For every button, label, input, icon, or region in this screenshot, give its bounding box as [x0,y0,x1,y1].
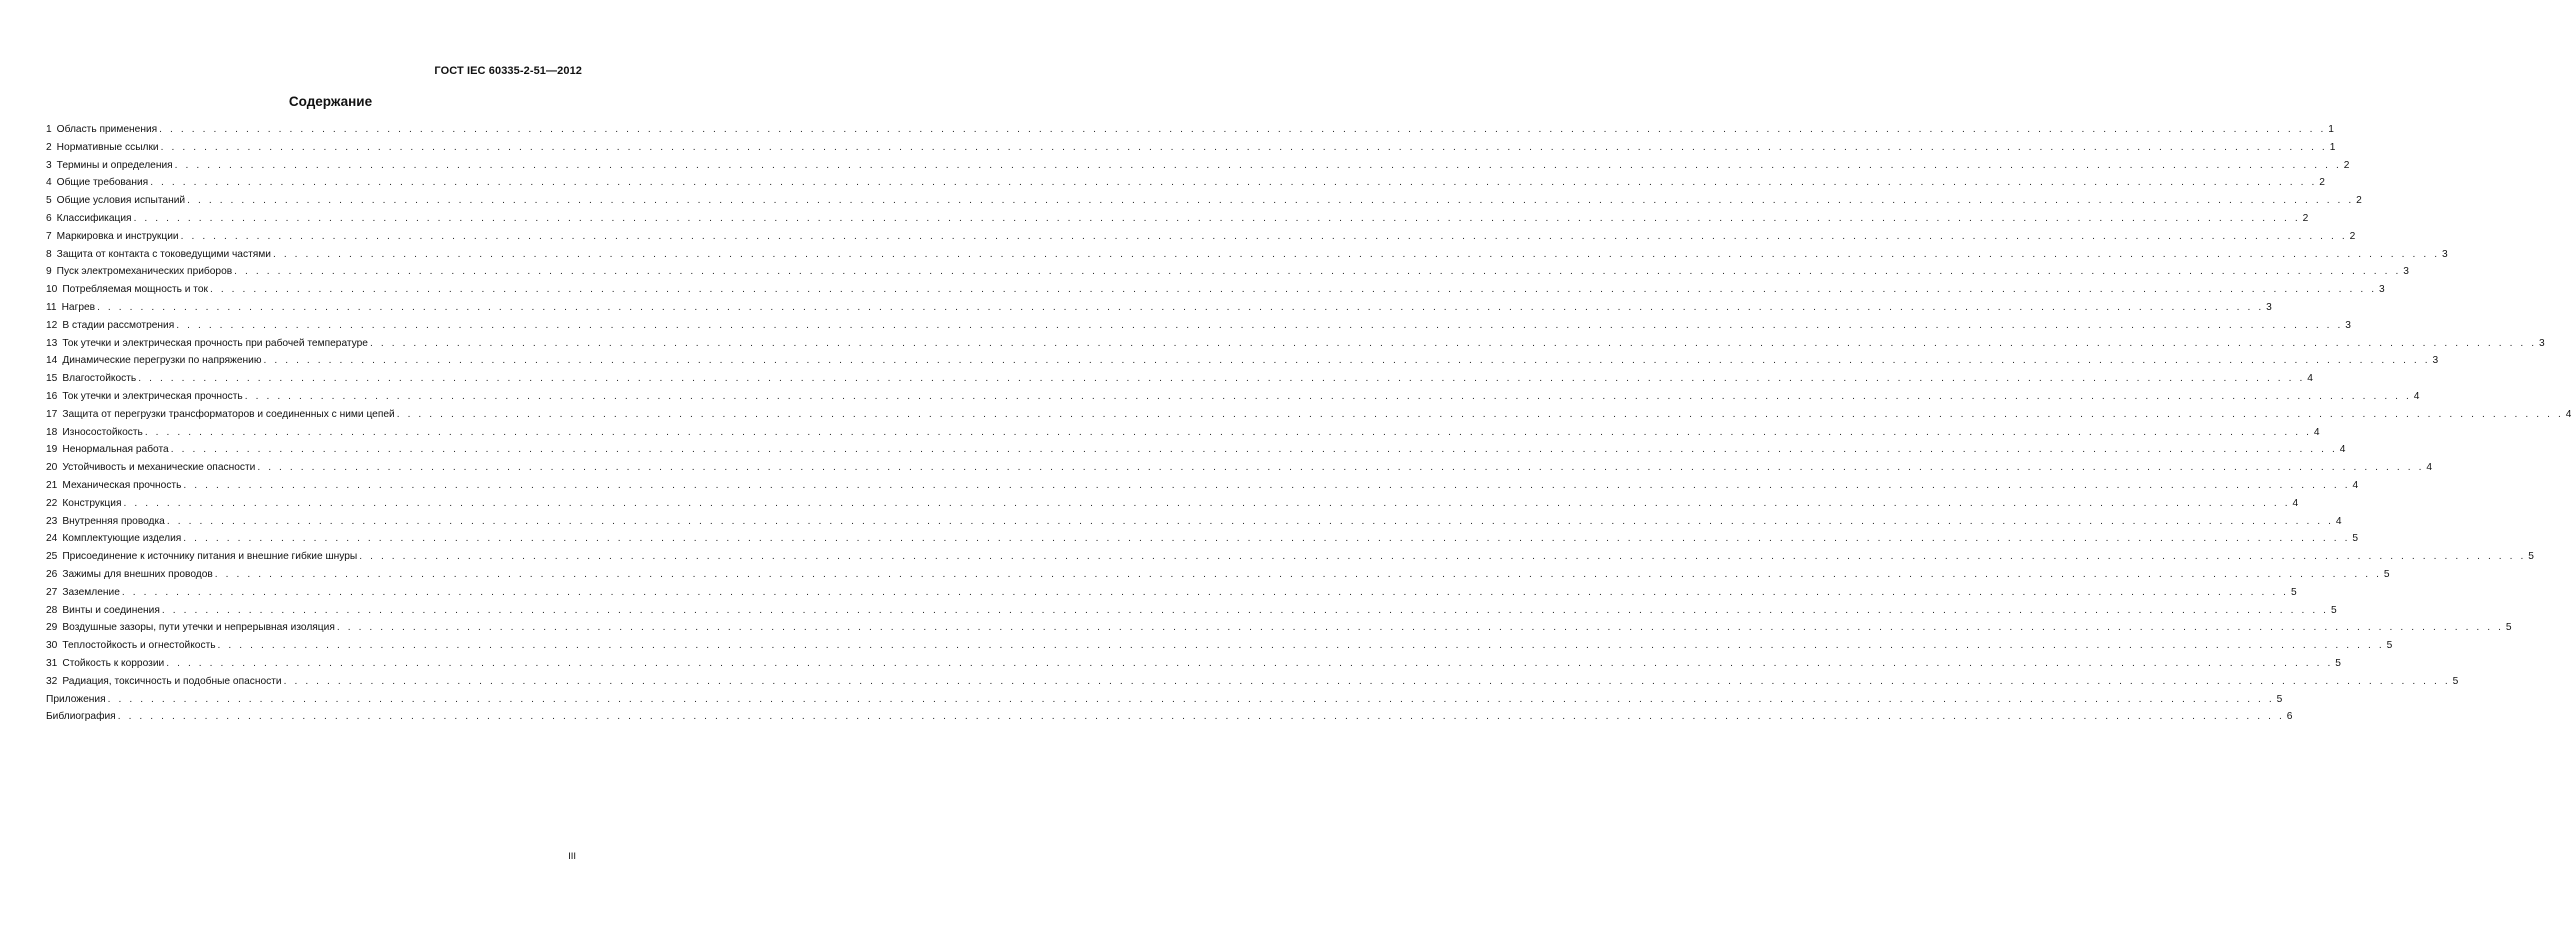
toc-entry-page: 3 [2345,319,2351,331]
toc-entry-number: 28 [46,604,58,616]
toc-dot-leader: . . . . . . . . . . . . . . . . . . . . . . . . . . . . . . . . . . . . . . . . . . . . . . . . . . . . . . . . . . . . . . . . . . . . . . . . . . . . . . . . . . . . . . . . . . . . . . . . . . . . . . . . . . . . . . . . . . . . . . . . . . . . . . . . . . . . . . . . . . . . . . . . . . . . . . . . . . . . . . . . . . . . . . . . . . . . . . . . . . . . . . . . . . . . . . . . . . . . . . . . [117,711,2285,723]
toc-dot-leader: . . . . . . . . . . . . . . . . . . . . . . . . . . . . . . . . . . . . . . . . . . . . . . . . . . . . . . . . . . . . . . . . . . . . . . . . . . . . . . . . . . . . . . . . . . . . . . . . . . . . . . . . . . . . . . . . . . . . . . . . . . . . . . . . . . . . . . . . . . . . . . . . . . . . . . . . . . . . . . . . . . . . . . . . . . . . . . . . . . . . . . . . . . . . . . . . . . . . . . . . [272,248,2440,260]
toc-entry-title: Нагрев [61,301,96,313]
toc-entry-page: 5 [2528,551,2534,563]
toc-entry-number: 18 [46,426,58,438]
toc-dot-leader: . . . . . . . . . . . . . . . . . . . . . . . . . . . . . . . . . . . . . . . . . . . . . . . . . . . . . . . . . . . . . . . . . . . . . . . . . . . . . . . . . . . . . . . . . . . . . . . . . . . . . . . . . . . . . . . . . . . . . . . . . . . . . . . . . . . . . . . . . . . . . . . . . . . . . . . . . . . . . . . . . . . . . . . . . . . . . . . . . . . . . . . . . . . . . . . . . . . . . . . . [234,266,2401,278]
toc-entry[interactable] [46,477,2359,495]
toc-entry-title: Потребляемая мощность и ток [62,284,208,296]
toc-entry-number: 23 [46,515,58,527]
toc-entry-number: 21 [46,479,58,491]
toc-dot-leader: . . . . . . . . . . . . . . . . . . . . . . . . . . . . . . . . . . . . . . . . . . . . . . . . . . . . . . . . . . . . . . . . . . . . . . . . . . . . . . . . . . . . . . . . . . . . . . . . . . . . . . . . . . . . . . . . . . . . . . . . . . . . . . . . . . . . . . . . . . . . . . . . . . . . . . . . . . . . . . . . . . . . . . . . . . . . . . . . . . . . . . . . . . . . . . . . . . . . . . . . [160,141,2328,153]
toc-entry-number: 3 [46,159,52,171]
toc-entry-page: 4 [2313,426,2320,438]
toc-entry-page: 3 [2539,337,2545,349]
toc-entry-title: Конструкция [62,497,122,509]
toc-entry-number: 17 [46,408,58,420]
toc-entry-number: 15 [46,373,58,385]
toc-entry-page: 2 [2349,230,2356,242]
toc-entry-number: 25 [46,551,58,563]
toc-dot-leader: . . . . . . . . . . . . . . . . . . . . . . . . . . . . . . . . . . . . . . . . . . . . . . . . . . . . . . . . . . . . . . . . . . . . . . . . . . . . . . . . . . . . . . . . . . . . . . . . . . . . . . . . . . . . . . . . . . . . . . . . . . . . . . . . . . . . . . . . . . . . . . . . . . . . . . . . . . . . . . . . . . . . . . . . . . . . . . . . . . . . . . . . . . . . . . . . . . . . . . . . [209,284,2377,296]
toc-entry-title: Область применения [56,124,158,135]
toc-entry-title: Внутренняя проводка [62,515,165,527]
toc-entry[interactable] [46,441,2346,459]
toc-entry[interactable] [46,602,2337,620]
toc-entry-title: Нормативные ссылки [56,141,159,153]
toc-entry[interactable] [46,121,2334,139]
toc-entry-number: 24 [46,533,58,545]
toc-dot-leader: . . . . . . . . . . . . . . . . . . . . . . . . . . . . . . . . . . . . . . . . . . . . . . . . . . . . . . . . . . . . . . . . . . . . . . . . . . . . . . . . . . . . . . . . . . . . . . . . . . . . . . . . . . . . . . . . . . . . . . . . . . . . . . . . . . . . . . . . . . . . . . . . . . . . . . . . . . . . . . . . . . . . . . . . . . . . . . . . . . . . . . . . . . . . . . . . . . . . . . . . [257,462,2425,474]
toc-dot-leader: . . . . . . . . . . . . . . . . . . . . . . . . . . . . . . . . . . . . . . . . . . . . . . . . . . . . . . . . . . . . . . . . . . . . . . . . . . . . . . . . . . . . . . . . . . . . . . . . . . . . . . . . . . . . . . . . . . . . . . . . . . . . . . . . . . . . . . . . . . . . . . . . . . . . . . . . . . . . . . . . . . . . . . . . . . . . . . . . . . . . . . . . . . . . . . . . . . . . . . . . [283,675,2451,687]
toc-entry-title: Общие условия испытаний [56,195,186,207]
toc-entry[interactable] [46,246,2448,264]
toc-entry-page: 5 [2330,604,2337,616]
toc-entry[interactable] [46,424,2320,442]
toc-entry-page: 4 [2339,444,2346,456]
toc-dot-leader: . . . . . . . . . . . . . . . . . . . . . . . . . . . . . . . . . . . . . . . . . . . . . . . . . . . . . . . . . . . . . . . . . . . . . . . . . . . . . . . . . . . . . . . . . . . . . . . . . . . . . . . . . . . . . . . . . . . . . . . . . . . . . . . . . . . . . . . . . . . . . . . . . . . . . . . . . . . . . . . . . . . . . . . . . . . . . . . . . . . . . . . . . . . . . . . . . . . . . . . . [133,212,2301,224]
toc-entry[interactable] [46,495,2299,513]
toc-entry[interactable] [46,352,2439,370]
toc-entry-page: 5 [2335,657,2341,669]
toc-entry[interactable] [46,584,2297,602]
toc-entry-title: Влагостойкость [62,373,137,385]
toc-entry-title: Механическая прочность [62,479,182,491]
toc-entry-page: 2 [2302,212,2309,224]
toc-dot-leader: . . . . . . . . . . . . . . . . . . . . . . . . . . . . . . . . . . . . . . . . . . . . . . . . . . . . . . . . . . . . . . . . . . . . . . . . . . . . . . . . . . . . . . . . . . . . . . . . . . . . . . . . . . . . . . . . . . . . . . . . . . . . . . . . . . . . . . . . . . . . . . . . . . . . . . . . . . . . . . . . . . . . . . . . . . . . . . . . . . . . . . . . . . . . . . . . . . . . . . . . [170,444,2338,456]
toc-dot-leader: . . . . . . . . . . . . . . . . . . . . . . . . . . . . . . . . . . . . . . . . . . . . . . . . . . . . . . . . . . . . . . . . . . . . . . . . . . . . . . . . . . . . . . . . . . . . . . . . . . . . . . . . . . . . . . . . . . . . . . . . . . . . . . . . . . . . . . . . . . . . . . . . . . . . . . . . . . . . . . . . . . . . . . . . . . . . . . . . . . . . . . . . . . . . . . . . . . . . . . . . [138,373,2305,385]
toc-entry-page: 5 [2383,568,2390,580]
toc-entry-title: Теплостойкость и огнестойкость [62,640,216,652]
toc-entry[interactable] [46,459,2433,477]
toc-entry-page: 6 [2286,711,2293,723]
toc-entry[interactable] [46,157,2350,175]
toc-dot-leader: . . . . . . . . . . . . . . . . . . . . . . . . . . . . . . . . . . . . . . . . . . . . . . . . . . . . . . . . . . . . . . . . . . . . . . . . . . . . . . . . . . . . . . . . . . . . . . . . . . . . . . . . . . . . . . . . . . . . . . . . . . . . . . . . . . . . . . . . . . . . . . . . . . . . . . . . . . . . . . . . . . . . . . . . . . . . . . . . . . . . . . . . . . . . . . . . . . . . . . . . [187,195,2354,207]
toc-entry-title: Ток утечки и электрическая прочность при рабочей температуре [62,337,368,349]
toc-entry-title: В стадии рассмотрения [62,319,175,331]
toc-entry-title: Воздушные зазоры, пути утечки и непрерывная изоляция [62,622,335,634]
toc-dot-leader: . . . . . . . . . . . . . . . . . . . . . . . . . . . . . . . . . . . . . . . . . . . . . . . . . . . . . . . . . . . . . . . . . . . . . . . . . . . . . . . . . . . . . . . . . . . . . . . . . . . . . . . . . . . . . . . . . . . . . . . . . . . . . . . . . . . . . . . . . . . . . . . . . . . . . . . . . . . . . . . . . . . . . . . . . . . . . . . . . . . . . . . . . . . . . . . . . . . . . . . . [159,124,2326,135]
toc-entry-title: Защита от контакта с токоведущими частями [56,248,271,260]
toc-entry-number: 10 [46,284,58,296]
toc-entry-title: Классификация [56,212,132,224]
toc-entry-title: Радиация, токсичность и подобные опасности [62,675,282,687]
toc-entry-page: 3 [2442,248,2448,260]
toc-entry-page: 4 [2352,479,2359,491]
toc-entry[interactable] [46,619,2512,637]
toc-entry-title: Стойкость к коррозии [62,657,165,669]
toc-entry-number: 30 [46,640,58,652]
toc-entry[interactable] [46,335,2545,353]
toc-entry-number: 27 [46,586,58,598]
toc-entry[interactable] [46,513,2342,531]
toc-entry[interactable] [46,708,2293,726]
toc-entry-page: 2 [2356,195,2362,207]
toc-entry-page: 4 [2292,497,2299,509]
toc-entry-number: 2 [46,141,52,153]
toc-entry-page: 4 [2307,373,2313,385]
toc-entry[interactable] [46,263,2409,281]
toc-entry-number: 19 [46,444,58,456]
toc-entry-number: 7 [46,230,52,242]
toc-dot-leader: . . . . . . . . . . . . . . . . . . . . . . . . . . . . . . . . . . . . . . . . . . . . . . . . . . . . . . . . . . . . . . . . . . . . . . . . . . . . . . . . . . . . . . . . . . . . . . . . . . . . . . . . . . . . . . . . . . . . . . . . . . . . . . . . . . . . . . . . . . . . . . . . . . . . . . . . . . . . . . . . . . . . . . . . . . . . . . . . . . . . . . . . . . . . . . . . . . . . . . . . [166,657,2333,669]
toc-entry[interactable] [46,192,2362,210]
toc-entry[interactable] [46,370,2313,388]
toc-entry-title: Ненормальная работа [62,444,169,456]
toc-entry-page: 3 [2379,284,2385,296]
toc-entry[interactable] [46,139,2336,157]
toc-entry[interactable] [46,655,2341,673]
toc-entry-page: 5 [2290,586,2297,598]
toc-entry-title: Зажимы для внешних проводов [62,568,213,580]
toc-entry[interactable] [46,637,2393,655]
toc-dot-leader: . . . . . . . . . . . . . . . . . . . . . . . . . . . . . . . . . . . . . . . . . . . . . . . . . . . . . . . . . . . . . . . . . . . . . . . . . . . . . . . . . . . . . . . . . . . . . . . . . . . . . . . . . . . . . . . . . . . . . . . . . . . . . . . . . . . . . . . . . . . . . . . . . . . . . . . . . . . . . . . . . . . . . . . . . . . . . . . . . . . . . . . . . . . . . . . . . . . . . . . . [180,230,2348,242]
toc-entry[interactable] [46,673,2459,691]
toc-entry-title: Пуск электромеханических приборов [56,266,233,278]
toc-title: Содержание [288,94,373,109]
toc-entry[interactable] [46,174,2325,192]
toc-entry-title: Защита от перегрузки трансформаторов и соединенных с ними цепей [62,408,395,420]
toc-entry-number: 6 [46,212,52,224]
toc-entry-number: 16 [46,390,58,402]
toc-dot-leader: . . . . . . . . . . . . . . . . . . . . . . . . . . . . . . . . . . . . . . . . . . . . . . . . . . . . . . . . . . . . . . . . . . . . . . . . . . . . . . . . . . . . . . . . . . . . . . . . . . . . . . . . . . . . . . . . . . . . . . . . . . . . . . . . . . . . . . . . . . . . . . . . . . . . . . . . . . . . . . . . . . . . . . . . . . . . . . . . . . . . . . . . . . . . . . . . . . . . . . . . [161,604,2329,616]
toc-entry[interactable] [46,691,2283,709]
table-of-contents [46,121,2571,726]
document-code: ГОСТ IEC 60335-2-51—2012 [434,65,582,77]
toc-entry-page: 4 [2335,515,2342,527]
toc-entry-page: 1 [2329,141,2336,153]
page-number: III [568,851,576,862]
toc-entry-title: Библиография [46,711,116,723]
toc-entry-title: Динамические перегрузки по напряжению [62,355,262,367]
toc-entry-page: 3 [2266,301,2272,313]
toc-entry-number: 4 [46,177,52,189]
toc-entry-number: 14 [46,355,58,367]
toc-dot-leader: . . . . . . . . . . . . . . . . . . . . . . . . . . . . . . . . . . . . . . . . . . . . . . . . . . . . . . . . . . . . . . . . . . . . . . . . . . . . . . . . . . . . . . . . . . . . . . . . . . . . . . . . . . . . . . . . . . . . . . . . . . . . . . . . . . . . . . . . . . . . . . . . . . . . . . . . . . . . . . . . . . . . . . . . . . . . . . . . . . . . . . . . . . . . . . . . . . . . . . . . [369,337,2537,349]
toc-entry-number: 20 [46,462,58,474]
toc-entry-number: 13 [46,337,58,349]
toc-entry[interactable] [46,530,2359,548]
toc-dot-leader: . . . . . . . . . . . . . . . . . . . . . . . . . . . . . . . . . . . . . . . . . . . . . . . . . . . . . . . . . . . . . . . . . . . . . . . . . . . . . . . . . . . . . . . . . . . . . . . . . . . . . . . . . . . . . . . . . . . . . . . . . . . . . . . . . . . . . . . . . . . . . . . . . . . . . . . . . . . . . . . . . . . . . . . . . . . . . . . . . . . . . . . . . . . . . . . . . . . . . . . . [176,319,2343,331]
toc-entry-number: 26 [46,568,58,580]
toc-dot-leader: . . . . . . . . . . . . . . . . . . . . . . . . . . . . . . . . . . . . . . . . . . . . . . . . . . . . . . . . . . . . . . . . . . . . . . . . . . . . . . . . . . . . . . . . . . . . . . . . . . . . . . . . . . . . . . . . . . . . . . . . . . . . . . . . . . . . . . . . . . . . . . . . . . . . . . . . . . . . . . . . . . . . . . . . . . . . . . . . . . . . . . . . . . . . . . . . . . . . . . . . [244,390,2412,402]
toc-dot-leader: . . . . . . . . . . . . . . . . . . . . . . . . . . . . . . . . . . . . . . . . . . . . . . . . . . . . . . . . . . . . . . . . . . . . . . . . . . . . . . . . . . . . . . . . . . . . . . . . . . . . . . . . . . . . . . . . . . . . . . . . . . . . . . . . . . . . . . . . . . . . . . . . . . . . . . . . . . . . . . . . . . . . . . . . . . . . . . . . . . . . . . . . . . . . . . . . . . . . . . . . [183,533,2351,545]
toc-entry-page: 2 [2343,159,2350,171]
toc-entry-number: 11 [46,301,57,313]
toc-entry-page: 4 [2426,462,2433,474]
toc-entry[interactable] [46,566,2390,584]
toc-entry-page: 3 [2432,355,2439,367]
toc-entry[interactable] [46,388,2420,406]
toc-entry-title: Заземление [62,586,120,598]
toc-entry[interactable] [46,548,2534,566]
toc-dot-leader: . . . . . . . . . . . . . . . . . . . . . . . . . . . . . . . . . . . . . . . . . . . . . . . . . . . . . . . . . . . . . . . . . . . . . . . . . . . . . . . . . . . . . . . . . . . . . . . . . . . . . . . . . . . . . . . . . . . . . . . . . . . . . . . . . . . . . . . . . . . . . . . . . . . . . . . . . . . . . . . . . . . . . . . . . . . . . . . . . . . . . . . . . . . . . . . . . . . . . . . . [97,301,2264,313]
toc-entry-page: 5 [2452,675,2459,687]
toc-entry-page: 5 [2276,693,2283,705]
toc-dot-leader: . . . . . . . . . . . . . . . . . . . . . . . . . . . . . . . . . . . . . . . . . . . . . . . . . . . . . . . . . . . . . . . . . . . . . . . . . . . . . . . . . . . . . . . . . . . . . . . . . . . . . . . . . . . . . . . . . . . . . . . . . . . . . . . . . . . . . . . . . . . . . . . . . . . . . . . . . . . . . . . . . . . . . . . . . . . . . . . . . . . . . . . . . . . . . . . . . . . . . . . . [166,515,2334,527]
toc-entry-page: 2 [2319,177,2325,189]
toc-entry-title: Приложения [46,693,106,705]
toc-entry-number: 32 [46,675,58,687]
toc-dot-leader: . . . . . . . . . . . . . . . . . . . . . . . . . . . . . . . . . . . . . . . . . . . . . . . . . . . . . . . . . . . . . . . . . . . . . . . . . . . . . . . . . . . . . . . . . . . . . . . . . . . . . . . . . . . . . . . . . . . . . . . . . . . . . . . . . . . . . . . . . . . . . . . . . . . . . . . . . . . . . . . . . . . . . . . . . . . . . . . . . . . . . . . . . . . . . . . . . . . . . . . . [263,355,2431,367]
toc-entry-page: 3 [2403,266,2409,278]
toc-dot-leader: . . . . . . . . . . . . . . . . . . . . . . . . . . . . . . . . . . . . . . . . . . . . . . . . . . . . . . . . . . . . . . . . . . . . . . . . . . . . . . . . . . . . . . . . . . . . . . . . . . . . . . . . . . . . . . . . . . . . . . . . . . . . . . . . . . . . . . . . . . . . . . . . . . . . . . . . . . . . . . . . . . . . . . . . . . . . . . . . . . . . . . . . . . . . . . . . . . . . . . . . [396,408,2564,420]
toc-entry-page: 5 [2352,533,2359,545]
toc-entry[interactable] [46,228,2356,246]
toc-entry-title: Маркировка и инструкции [56,230,179,242]
toc-dot-leader: . . . . . . . . . . . . . . . . . . . . . . . . . . . . . . . . . . . . . . . . . . . . . . . . . . . . . . . . . . . . . . . . . . . . . . . . . . . . . . . . . . . . . . . . . . . . . . . . . . . . . . . . . . . . . . . . . . . . . . . . . . . . . . . . . . . . . . . . . . . . . . . . . . . . . . . . . . . . . . . . . . . . . . . . . . . . . . . . . . . . . . . . . . . . . . . . . . . . . . . . [144,426,2312,438]
toc-dot-leader: . . . . . . . . . . . . . . . . . . . . . . . . . . . . . . . . . . . . . . . . . . . . . . . . . . . . . . . . . . . . . . . . . . . . . . . . . . . . . . . . . . . . . . . . . . . . . . . . . . . . . . . . . . . . . . . . . . . . . . . . . . . . . . . . . . . . . . . . . . . . . . . . . . . . . . . . . . . . . . . . . . . . . . . . . . . . . . . . . . . . . . . . . . . . . . . . . . . . . . . . [183,479,2351,491]
toc-dot-leader: . . . . . . . . . . . . . . . . . . . . . . . . . . . . . . . . . . . . . . . . . . . . . . . . . . . . . . . . . . . . . . . . . . . . . . . . . . . . . . . . . . . . . . . . . . . . . . . . . . . . . . . . . . . . . . . . . . . . . . . . . . . . . . . . . . . . . . . . . . . . . . . . . . . . . . . . . . . . . . . . . . . . . . . . . . . . . . . . . . . . . . . . . . . . . . . . . . . . . . . . [121,586,2289,598]
toc-entry-title: Комплектующие изделия [62,533,182,545]
toc-entry-title: Винты и соединения [62,604,160,616]
toc-entry-number: 22 [46,497,58,509]
toc-dot-leader: . . . . . . . . . . . . . . . . . . . . . . . . . . . . . . . . . . . . . . . . . . . . . . . . . . . . . . . . . . . . . . . . . . . . . . . . . . . . . . . . . . . . . . . . . . . . . . . . . . . . . . . . . . . . . . . . . . . . . . . . . . . . . . . . . . . . . . . . . . . . . . . . . . . . . . . . . . . . . . . . . . . . . . . . . . . . . . . . . . . . . . . . . . . . . . . . . . . . . . . . [174,159,2342,171]
toc-entry[interactable] [46,281,2385,299]
toc-dot-leader: . . . . . . . . . . . . . . . . . . . . . . . . . . . . . . . . . . . . . . . . . . . . . . . . . . . . . . . . . . . . . . . . . . . . . . . . . . . . . . . . . . . . . . . . . . . . . . . . . . . . . . . . . . . . . . . . . . . . . . . . . . . . . . . . . . . . . . . . . . . . . . . . . . . . . . . . . . . . . . . . . . . . . . . . . . . . . . . . . . . . . . . . . . . . . . . . . . . . . . . . [107,693,2275,705]
toc-entry-title: Устойчивость и механические опасности [62,462,256,474]
toc-entry-title: Термины и определения [56,159,173,171]
toc-dot-leader: . . . . . . . . . . . . . . . . . . . . . . . . . . . . . . . . . . . . . . . . . . . . . . . . . . . . . . . . . . . . . . . . . . . . . . . . . . . . . . . . . . . . . . . . . . . . . . . . . . . . . . . . . . . . . . . . . . . . . . . . . . . . . . . . . . . . . . . . . . . . . . . . . . . . . . . . . . . . . . . . . . . . . . . . . . . . . . . . . . . . . . . . . . . . . . . . . . . . . . . . [336,622,2504,634]
toc-entry-number: 1 [46,124,52,135]
toc-entry-number: 29 [46,622,58,634]
toc-entry[interactable] [46,406,2571,424]
toc-entry-page: 5 [2505,622,2512,634]
toc-entry-page: 5 [2386,640,2393,652]
toc-entry-number: 12 [46,319,58,331]
toc-entry-title: Ток утечки и электрическая прочность [62,390,243,402]
toc-entry[interactable] [46,299,2272,317]
toc-dot-leader: . . . . . . . . . . . . . . . . . . . . . . . . . . . . . . . . . . . . . . . . . . . . . . . . . . . . . . . . . . . . . . . . . . . . . . . . . . . . . . . . . . . . . . . . . . . . . . . . . . . . . . . . . . . . . . . . . . . . . . . . . . . . . . . . . . . . . . . . . . . . . . . . . . . . . . . . . . . . . . . . . . . . . . . . . . . . . . . . . . . . . . . . . . . . . . . . . . . . . . . . [214,568,2382,580]
toc-entry-page: 4 [2565,408,2571,420]
toc-dot-leader: . . . . . . . . . . . . . . . . . . . . . . . . . . . . . . . . . . . . . . . . . . . . . . . . . . . . . . . . . . . . . . . . . . . . . . . . . . . . . . . . . . . . . . . . . . . . . . . . . . . . . . . . . . . . . . . . . . . . . . . . . . . . . . . . . . . . . . . . . . . . . . . . . . . . . . . . . . . . . . . . . . . . . . . . . . . . . . . . . . . . . . . . . . . . . . . . . . . . . . . . [217,640,2385,652]
toc-entry-title: Износостойкость [62,426,143,438]
toc-entry-page: 1 [2328,124,2334,135]
toc-dot-leader: . . . . . . . . . . . . . . . . . . . . . . . . . . . . . . . . . . . . . . . . . . . . . . . . . . . . . . . . . . . . . . . . . . . . . . . . . . . . . . . . . . . . . . . . . . . . . . . . . . . . . . . . . . . . . . . . . . . . . . . . . . . . . . . . . . . . . . . . . . . . . . . . . . . . . . . . . . . . . . . . . . . . . . . . . . . . . . . . . . . . . . . . . . . . . . . . . . . . . . . . [150,177,2317,189]
toc-entry-number: 5 [46,195,52,207]
toc-dot-leader: . . . . . . . . . . . . . . . . . . . . . . . . . . . . . . . . . . . . . . . . . . . . . . . . . . . . . . . . . . . . . . . . . . . . . . . . . . . . . . . . . . . . . . . . . . . . . . . . . . . . . . . . . . . . . . . . . . . . . . . . . . . . . . . . . . . . . . . . . . . . . . . . . . . . . . . . . . . . . . . . . . . . . . . . . . . . . . . . . . . . . . . . . . . . . . . . . . . . . . . . [359,551,2526,563]
toc-entry[interactable] [46,210,2309,228]
toc-entry-number: 31 [46,657,58,669]
toc-entry-number: 8 [46,248,52,260]
toc-entry-title: Общие требования [56,177,149,189]
toc-dot-leader: . . . . . . . . . . . . . . . . . . . . . . . . . . . . . . . . . . . . . . . . . . . . . . . . . . . . . . . . . . . . . . . . . . . . . . . . . . . . . . . . . . . . . . . . . . . . . . . . . . . . . . . . . . . . . . . . . . . . . . . . . . . . . . . . . . . . . . . . . . . . . . . . . . . . . . . . . . . . . . . . . . . . . . . . . . . . . . . . . . . . . . . . . . . . . . . . . . . . . . . . [123,497,2291,509]
toc-entry-number: 9 [46,266,52,278]
toc-entry-title: Присоединение к источнику питания и внешние гибкие шнуры [62,551,358,563]
toc-entry[interactable] [46,317,2351,335]
toc-entry-page: 4 [2413,390,2420,402]
